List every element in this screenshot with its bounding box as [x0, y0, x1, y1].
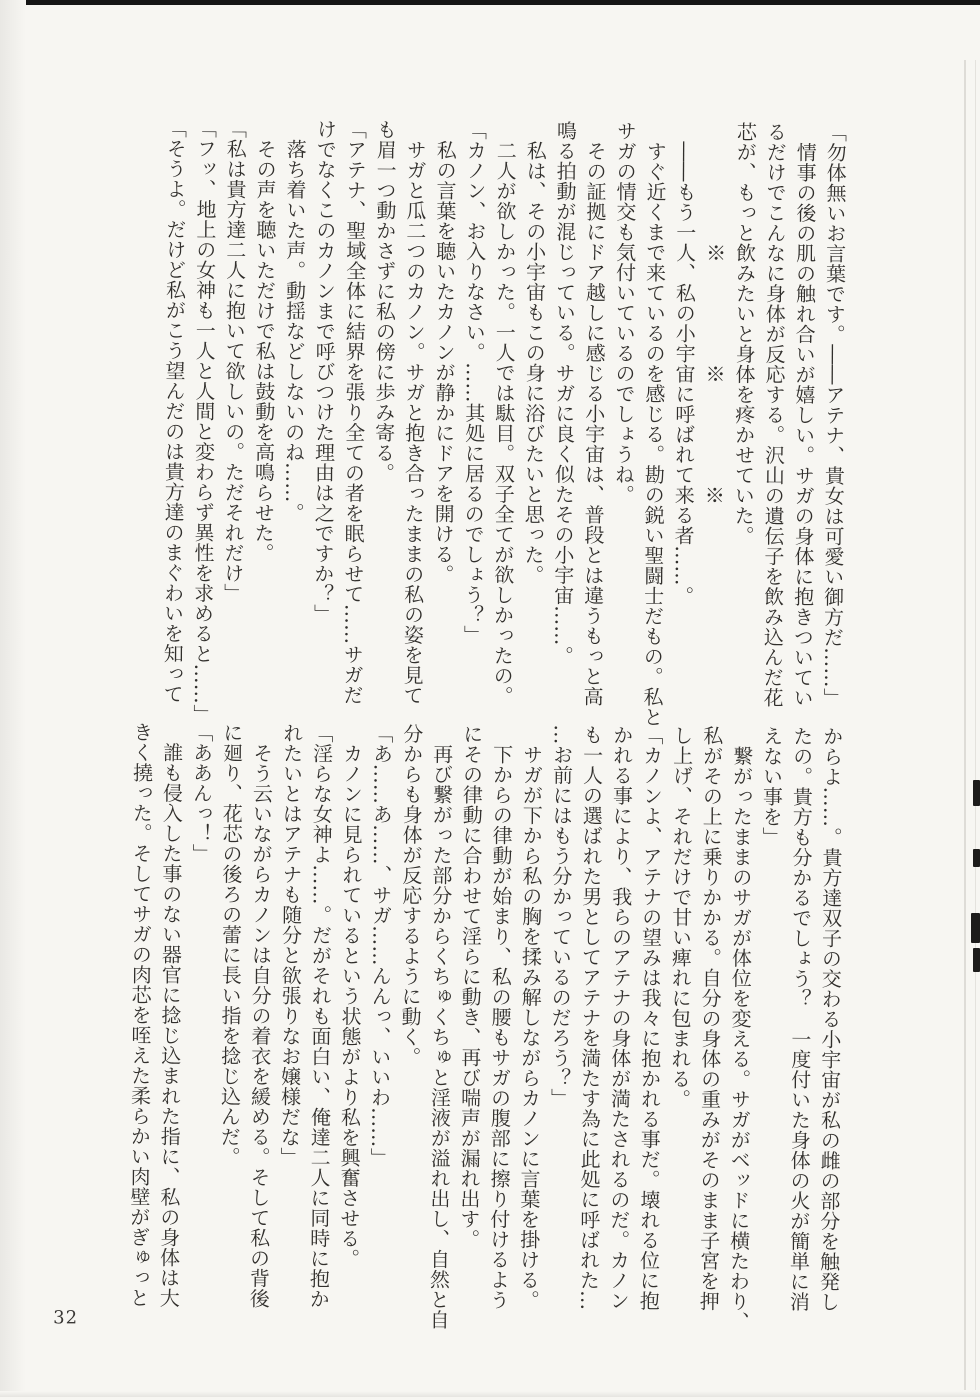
text-column: 「アテナ、聖域全体に結界を張り全ての者を眠らせて……サガだ — [339, 119, 368, 706]
text-column: にその律動に合わせて淫らに動き、再び喘声が漏れ出す。 — [456, 723, 484, 1250]
text-column: …お前にはもう分かっているのだろう？」 — [547, 724, 574, 1109]
text-column: たの。貴方も分かるでしょう？ 一度付いた身体の火が簡単に消 — [786, 725, 814, 1312]
text-column: 再び繋がった部分からくちゅくちゅと淫液が溢れ出し、自然と自 — [426, 723, 454, 1330]
text-column: 分からも身体が反応するように動く。 — [397, 723, 424, 1067]
text-column: 「私は貴方達二人に抱いて欲しいの。ただそれだけ」 — [220, 118, 248, 604]
text-column: 鳴る拍動が混じっている。サガに良く似たその小宇宙……。 — [550, 120, 578, 666]
text-column: 誰も侵入した事のない器官に捻じ込まれた指に、私の身体は大 — [156, 721, 184, 1308]
text-column: サガが下から私の胸を揉み解しながらカノンに言葉を掛ける。 — [516, 724, 544, 1311]
text-column: 二人が欲しかった。一人では駄目。双子全てが欲しかったの。 — [489, 120, 518, 706]
text-column: 「カノンよ、アテナの望みは我々に抱かれる事だ。壊れる位に抱 — [636, 724, 664, 1311]
text-column: ――もう一人、私の小宇宙に呼ばれて来る者……。 — [670, 121, 698, 607]
text-column: そう云いながらカノンは自分の着衣を緩める。そして私の背後 — [246, 722, 274, 1309]
text-column: れたいとはアテナも随分と欲張りなお嬢様だな」 — [277, 722, 304, 1168]
text-column: 私がその上に乗りかかる。自分の身体の重みがそのまま子宮を押 — [696, 725, 724, 1312]
text-block-top — [157, 118, 851, 747]
text-column: 「あ……あ……、サガ……んんっ、いいわ……」 — [367, 723, 394, 1168]
text-column: も一人の選ばれた男としてアテナを満たす為に此処に呼ばれた… — [576, 724, 604, 1311]
text-column: その声を聴いただけで私は鼓動を高鳴らせた。 — [250, 118, 278, 564]
text-column: 「勿体無いお言葉です。――アテナ、貴女は可愛い御方だ……」 — [819, 122, 848, 708]
text-column: 私は、その小宇宙もこの身に浴びたいと思った。 — [520, 120, 548, 585]
text-column: きく撓った。そしてサガの肉芯を咥えた柔らかい肉壁がぎゅっと — [126, 721, 154, 1308]
text-column: えない事を」 — [759, 725, 784, 847]
text-column: 「ああんっ！」 — [188, 722, 214, 864]
text-column: るだけでこんなに身体が反応する。沢山の遺伝子を飲み込んだ花 — [759, 121, 788, 708]
text-column: 繋がったままのサガが体位を変える。サガがベッドに横たわり、 — [726, 725, 754, 1332]
text-column: 「カノン、お入りなさい。……其処に居るのでしょう？」 — [460, 119, 488, 646]
text-column: カノンに見られているという状態がより私を興奮させる。 — [336, 723, 364, 1269]
text-column: その証拠にドア越しに感じる小宇宙は、普段とは違うもっと高 — [579, 120, 608, 707]
text-column: 「そうよ。だけど私がこう望んだのは貴方達のまぐわいを知って — [159, 117, 188, 704]
text-column: 落ち着いた声。動揺などしないのね……。 — [281, 118, 308, 523]
text-column: 芯が、もっと飲みたいと身体を疼かせていた。 — [730, 121, 758, 546]
text-column: 情事の後の肌の触れ合いが嬉しい。サガの身体に抱きついてい — [789, 121, 818, 708]
text-block-bottom — [123, 722, 847, 1351]
text-column: サガと瓜二つのカノン。サガと抱き合ったままの私の姿を見て — [399, 119, 428, 706]
text-column: からよ……。貴方達双子の交わる小宇宙が私の雌の部分を触発し — [816, 726, 844, 1312]
text-column: サガの情交も気付いているのでしょうね。 — [611, 120, 638, 505]
text-column: ※ ※ ※ — [701, 121, 728, 506]
text-column: 「フッ、地上の女神も一人と人間と変わらず異性を求めると……」 — [189, 118, 218, 725]
text-column: に廻り、花芯の後ろの蕾に長い指を捻じ込んだ。 — [217, 722, 244, 1167]
text-column: し上げ、それだけで甘い痺れに包まれる。 — [667, 725, 694, 1110]
text-column: すぐ近くまで来ているのを感じる。勘の鋭い聖闘士だもの。私と — [639, 120, 668, 728]
text-column: かれる事により、我らのアテナの身体が満たされるのだ。カノン — [606, 724, 634, 1311]
text-column: 下からの律動が始まり、私の腰もサガの腹部に擦り付けるよう — [486, 723, 514, 1310]
text-column: けでなくこのカノンまで呼びつけた理由は之ですか？」 — [310, 118, 338, 625]
text-column: も眉一つ動かさずに私の傍に歩み寄る。 — [371, 119, 398, 484]
text-column: 「淫らな女神よ……。だがそれも面白い、俺達二人に同時に抱か — [306, 722, 334, 1309]
page-number: 32 — [53, 1307, 79, 1329]
text-column: 私の言葉を聴いたカノンが静かにドアを開ける。 — [430, 119, 458, 585]
